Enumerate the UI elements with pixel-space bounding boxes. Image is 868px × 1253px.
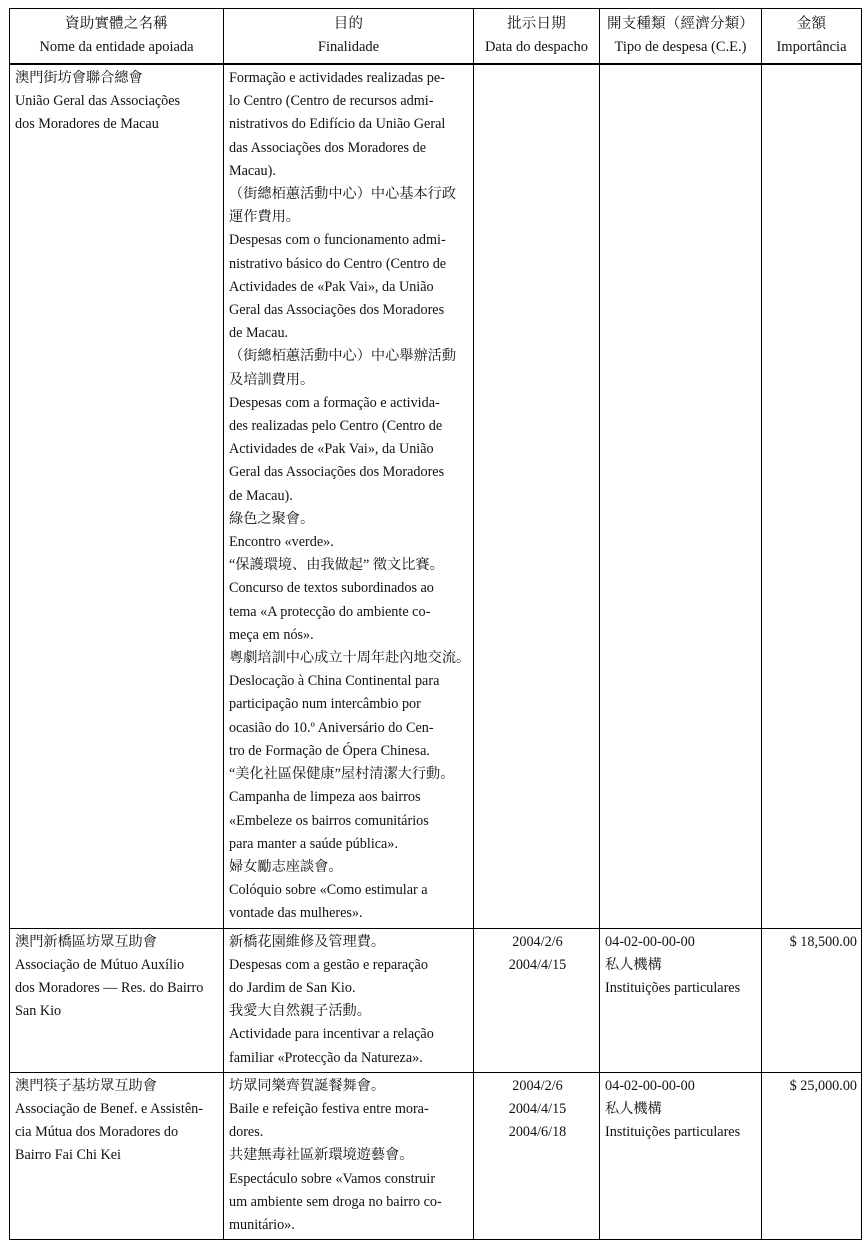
entity-line: Associação de Mútuo Auxílio xyxy=(15,956,185,973)
entity-line: dos Moradores — Res. do Bairro xyxy=(15,979,204,996)
purpose-line: （街總栢蕙活動中心）中心舉辦活動 xyxy=(229,348,457,365)
entity-cell xyxy=(10,928,224,1072)
header-type-pt: Tipo de despesa (C.E.) xyxy=(614,39,747,55)
type-cell xyxy=(600,928,762,1072)
purpose-line: 坊眾同樂齊賀誕餐舞會。 xyxy=(229,1077,386,1094)
header-purpose-zh: 目的 xyxy=(333,16,364,32)
purpose-line: Actividade para incentivar a relação xyxy=(229,1026,434,1043)
date-cell xyxy=(474,64,600,928)
amount-value: $ 25,000.00 xyxy=(789,1077,857,1094)
purpose-line: nistrativo básico do Centro (Centro de xyxy=(229,255,447,272)
purpose-line: 共建無毒社區新環境遊藝會。 xyxy=(229,1147,414,1164)
purpose-line: Encontro «verde». xyxy=(229,534,334,551)
amount-value: $ 18,500.00 xyxy=(789,933,857,950)
table-body xyxy=(10,64,862,1240)
header-entity-zh: 資助實體之名稱 xyxy=(65,16,168,32)
purpose-cell xyxy=(224,928,474,1072)
entity-line: San Kio xyxy=(15,1003,62,1020)
purpose-line: lo Centro (Centro de recursos admi- xyxy=(229,93,434,110)
purpose-line: 綠色之聚會。 xyxy=(229,510,315,527)
purpose-line: 及培訓費用。 xyxy=(229,371,315,388)
table-row xyxy=(10,928,862,1072)
purpose-line: participação num intercâmbio por xyxy=(229,696,421,713)
date-line: 2004/4/15 xyxy=(508,956,567,973)
purpose-line: Espectáculo sobre «Vamos construir xyxy=(229,1170,436,1187)
type-cell xyxy=(600,64,762,928)
amount-cell xyxy=(762,1072,862,1239)
header-date-zh: 批示日期 xyxy=(507,16,566,32)
purpose-line: tema «A protecção do ambiente co- xyxy=(229,603,431,620)
purpose-line: （街總栢蕙活動中心）中心基本行政 xyxy=(229,186,457,203)
purpose-line: das Associações dos Moradores de xyxy=(229,139,427,156)
purpose-line: Colóquio sobre «Como estimular a xyxy=(229,882,428,899)
purpose-line: Deslocação à China Continental para xyxy=(229,673,440,690)
purpose-line: vontade das mulheres». xyxy=(229,905,363,922)
entity-line: 澳門街坊會聯合總會 xyxy=(15,70,143,86)
purpose-line: um ambiente sem droga no bairro co- xyxy=(229,1193,442,1210)
subsidy-table xyxy=(9,8,862,1240)
date-cell xyxy=(474,1072,600,1239)
type-line: 私人機構 xyxy=(605,956,662,973)
purpose-line: dores. xyxy=(229,1124,264,1141)
purpose-line: nistrativos do Edifício da União Geral xyxy=(229,116,446,133)
purpose-line: “美化社區保健康”屋村清潔大行動。 xyxy=(229,766,455,783)
type-line: 私人機構 xyxy=(605,1100,662,1117)
type-line: 04-02-00-00-00 xyxy=(605,1077,695,1094)
entity-line: dos Moradores de Macau xyxy=(15,116,159,133)
purpose-line: Actividades de «Pak Vai», da União xyxy=(229,441,434,458)
type-line: 04-02-00-00-00 xyxy=(605,933,695,950)
date-line: 2004/2/6 xyxy=(512,1077,563,1094)
type-cell xyxy=(600,1072,762,1239)
purpose-cell xyxy=(224,64,474,928)
purpose-line: Actividades de «Pak Vai», da União xyxy=(229,278,434,295)
purpose-line: meça em nós». xyxy=(229,626,314,643)
header-purpose-pt: Finalidade xyxy=(317,39,380,55)
entity-cell xyxy=(10,1072,224,1239)
entity-line: Associação de Benef. e Assistên- xyxy=(15,1100,203,1117)
purpose-line: Geral das Associações dos Moradores xyxy=(229,302,445,319)
type-line: Instituições particulares xyxy=(605,979,741,996)
header-purpose xyxy=(224,9,474,65)
purpose-line: 運作費用。 xyxy=(229,209,300,226)
table-header-row xyxy=(10,9,862,65)
entity-line: 澳門筷子基坊眾互助會 xyxy=(15,1077,157,1094)
purpose-line: 我愛大自然親子活動。 xyxy=(229,1003,371,1020)
type-line: Instituições particulares xyxy=(605,1124,741,1141)
header-type-zh: 開支種類（經濟分類） xyxy=(607,16,754,32)
purpose-line: do Jardim de San Kio. xyxy=(229,979,356,996)
purpose-line: Formação e actividades realizadas pe- xyxy=(229,70,445,86)
header-entity-pt: Nome da entidade apoiada xyxy=(39,39,194,55)
purpose-line: 粵劇培訓中心成立十周年赴內地交流。 xyxy=(229,650,471,667)
purpose-line: para manter a saúde pública». xyxy=(229,835,398,852)
header-date xyxy=(474,9,600,65)
purpose-line: Macau). xyxy=(229,162,276,179)
purpose-line: Geral das Associações dos Moradores xyxy=(229,464,445,481)
header-entity xyxy=(10,9,224,65)
header-type xyxy=(600,9,762,65)
purpose-line: des realizadas pelo Centro (Centro de xyxy=(229,418,443,435)
entity-line: 澳門新橋區坊眾互助會 xyxy=(15,933,157,950)
purpose-cell xyxy=(224,1072,474,1239)
purpose-line: Baile e refeição festiva entre mora- xyxy=(229,1100,429,1117)
purpose-line: «Embeleze os bairros comunitários xyxy=(229,812,429,829)
purpose-line: Despesas com o funcionamento admi- xyxy=(229,232,446,249)
purpose-line: Despesas com a formação e activida- xyxy=(229,394,440,411)
amount-cell xyxy=(762,928,862,1072)
purpose-line: de Macau). xyxy=(229,487,293,504)
amount-cell xyxy=(762,64,862,928)
date-line: 2004/6/18 xyxy=(508,1124,567,1141)
header-date-pt: Data do despacho xyxy=(484,39,589,55)
entity-line: União Geral das Associações xyxy=(15,93,181,110)
purpose-line: familiar «Protecção da Natureza». xyxy=(229,1049,423,1066)
purpose-line: munitário». xyxy=(229,1216,295,1233)
table-row xyxy=(10,64,862,928)
purpose-line: 婦女勵志座談會。 xyxy=(229,858,343,875)
purpose-line: Despesas com a gestão e reparação xyxy=(229,956,428,973)
purpose-line: ocasião do 10.º Aniversário do Cen- xyxy=(229,719,434,736)
table-row xyxy=(10,1072,862,1239)
purpose-line: tro de Formação de Ópera Chinesa. xyxy=(229,742,430,759)
purpose-line: Concurso de textos subordinados ao xyxy=(229,580,434,597)
date-line: 2004/2/6 xyxy=(512,933,563,950)
header-amount-pt: Importância xyxy=(776,39,847,55)
header-amount xyxy=(762,9,862,65)
purpose-line: “保護環境、由我做起” 徵文比賽。 xyxy=(229,557,444,574)
entity-cell xyxy=(10,64,224,928)
purpose-line: Campanha de limpeza aos bairros xyxy=(229,789,421,806)
date-cell xyxy=(474,928,600,1072)
purpose-line: de Macau. xyxy=(229,325,289,342)
date-line: 2004/4/15 xyxy=(508,1100,567,1117)
purpose-line: 新橋花園維修及管理費。 xyxy=(229,933,386,950)
entity-line: Bairro Fai Chi Kei xyxy=(15,1147,121,1164)
header-amount-zh: 金額 xyxy=(796,16,827,32)
entity-line: cia Mútua dos Moradores do xyxy=(15,1124,179,1141)
